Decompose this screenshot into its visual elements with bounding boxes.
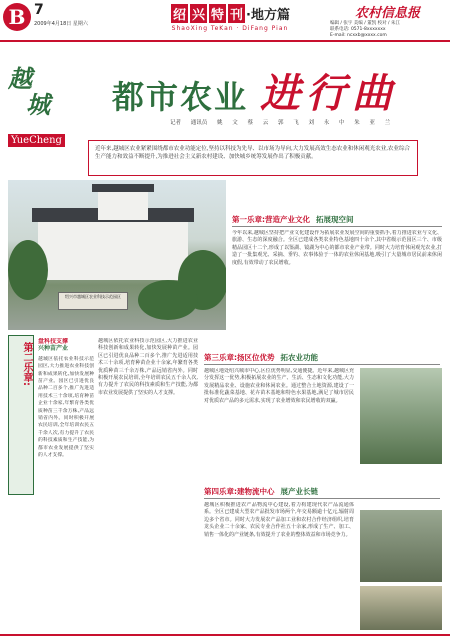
- headline-accent: 进行曲: [260, 70, 398, 117]
- park-sign: 绍兴市越城区农业科技示范园区: [58, 292, 128, 310]
- divider: [204, 498, 440, 499]
- section-2-body-cont: 越城区依托农业科技示范园区,大力推进农业科技创新和成果转化,加快发展种苗产业。园区已引进优良品种二百多个,推广先进适用技术三十余项,培育种苗企业十余家,年繁育各类优质种苗三千余万株,产品远销省内外。同时积极开展农民培训,全年培训农民五千余人次,有力提升了农民的科技素质和生产技能,为都市农业发展提供了坚实的人才支撑。: [98, 338, 198, 396]
- divider: [204, 364, 440, 365]
- section-4-photo-2: [360, 586, 442, 630]
- section-title-char: 绍: [171, 4, 188, 23]
- section-2-vertical-heading: [8, 335, 34, 495]
- section-title: [150, 4, 310, 32]
- section-2-title: 盘科技支撑: [38, 338, 69, 345]
- section-1-body: 今年以来,越城区坚持把产业文化建设作为拓展农业发展空间的重要抓手,着力推进农业与文化、旅游、生态的深度融合。全区已建成各类农业特色基地四十余个,其中省级示范园区三个、市级精品园区十二个,形成了以鉴湖、镜湖为中心的都市农业产业带。同时大力培育休闲观光农业,打造了一批集观光、采摘、垂钓、农事体验于一体的农业休闲基地,吸引了大量城市居民前来休闲度假,有效带动了农民增收。: [232, 230, 442, 266]
- paper-name: 农村信息报: [355, 6, 421, 21]
- yuecheng-logo: [8, 66, 68, 126]
- footer-rule: [0, 634, 450, 636]
- section-1-title: 营造产业文化: [265, 215, 310, 224]
- logo-char: 城: [26, 90, 50, 119]
- section-3-photo: [360, 368, 442, 464]
- section-4-sub: 展产业长链: [280, 487, 318, 496]
- section-2-sub: 兴种苗产业: [38, 345, 69, 353]
- headline: 都市农业: [112, 78, 249, 116]
- section-title-char: 刊: [228, 4, 245, 23]
- building-wall: [38, 220, 188, 280]
- section-title-char: 特: [209, 4, 226, 23]
- dateline: 2009年4月18日 星期六: [34, 21, 88, 27]
- section-3-heading: [204, 352, 318, 363]
- byline: 记者 通讯员 姚 文 蔡 云 郭 飞 刘 永 中 朱 亚 兰: [170, 120, 391, 126]
- section-4-photo: [360, 510, 442, 582]
- section-3-title: 扬区位优势: [237, 353, 275, 362]
- section-3-sub: 拓农业功能: [280, 353, 318, 362]
- section-1-num: 第一乐章:: [232, 215, 265, 224]
- section-title-pinyin: ShaoXing TeKan · DiFang Pian: [171, 25, 289, 32]
- section-4-heading: [204, 486, 318, 497]
- section-1-sub: 拓展现空间: [316, 215, 354, 224]
- section-title-suffix: ·地方篇: [246, 8, 290, 23]
- editor-info: 编辑 / 张宇 美编 / 董凯 校对 / 朱江 联系电话: 0571-8xxxxxxx E-mail: ncxxb@xxxx.com: [330, 21, 400, 38]
- logo-char: 越: [8, 64, 32, 93]
- section-title-char: 兴: [190, 4, 207, 23]
- tree: [8, 240, 48, 300]
- masthead: [0, 0, 450, 42]
- section-4-title: 建物流中心: [237, 487, 275, 496]
- section-4-num: 第四乐章:: [204, 487, 237, 496]
- section-2-body: 越城区依托农业科技示范园区,大力推进农业科技创新和成果转化,加快发展种苗产业。园区已引进优良品种二百多个,推广先进适用技术三十余项,培育种苗企业十余家,年繁育各类优质种苗三千余万株,产品远销省内外。同时积极开展农民培训,全年培训农民五千余人次,有力提升了农民的科技素质和生产技能,为都市农业发展提供了坚实的人才支撑。: [38, 356, 94, 459]
- hero-banner: [0, 58, 450, 146]
- main-photo: [8, 180, 226, 330]
- tree: [138, 280, 198, 320]
- section-3-num: 第三乐章:: [204, 353, 237, 362]
- section-2-num: 第二乐章:: [21, 342, 32, 386]
- section-4-body: 越城区积极推进农产品物流中心建设,着力构建现代农产品流通体系。全区已建成大型农产品批发市场两个,年交易额逾十亿元,辐射周边多个省市。同时大力发展农产品加工业和农村合作经济组织,培育龙头企业二十余家、农民专业合作社五十余家,形成了生产、加工、销售一体化的产业链条,有效提升了农业的整体效益和市场竞争力。: [204, 502, 354, 538]
- section-3-body: 越城区地处绍兴城市中心,区位优势明显,交通便捷。近年来,越城区充分发挥这一优势,积极拓展农业的生产、生活、生态和文化功能,大力发展精品农业、设施农业和休闲农业。通过整合土地资源,建设了一批标准化蔬菜基地、花卉苗木基地和特色水果基地,满足了城市居民对优质农产品的多元需求,实现了农业增效和农民增收的双赢。: [204, 368, 354, 404]
- tower-roof: [92, 184, 154, 192]
- page-number: 7: [34, 2, 44, 18]
- logo-english: YueCheng: [8, 134, 65, 147]
- edition-badge: B: [3, 3, 31, 31]
- divider: [232, 226, 442, 227]
- section-2-title-column: [38, 338, 94, 628]
- section-1-heading: [232, 214, 354, 225]
- tower-wall: [98, 190, 148, 220]
- lead-paragraph: 近年来,越城区农业紧紧围绕都市农业功能定位,坚持以科技为先导、以市场为导向,大力发展高效生态农业和休闲观光农业,农业综合生产能力和效益不断提升,为推进社会主义新农村建设、加快城乡统筹发展作出了积极贡献。: [88, 140, 418, 176]
